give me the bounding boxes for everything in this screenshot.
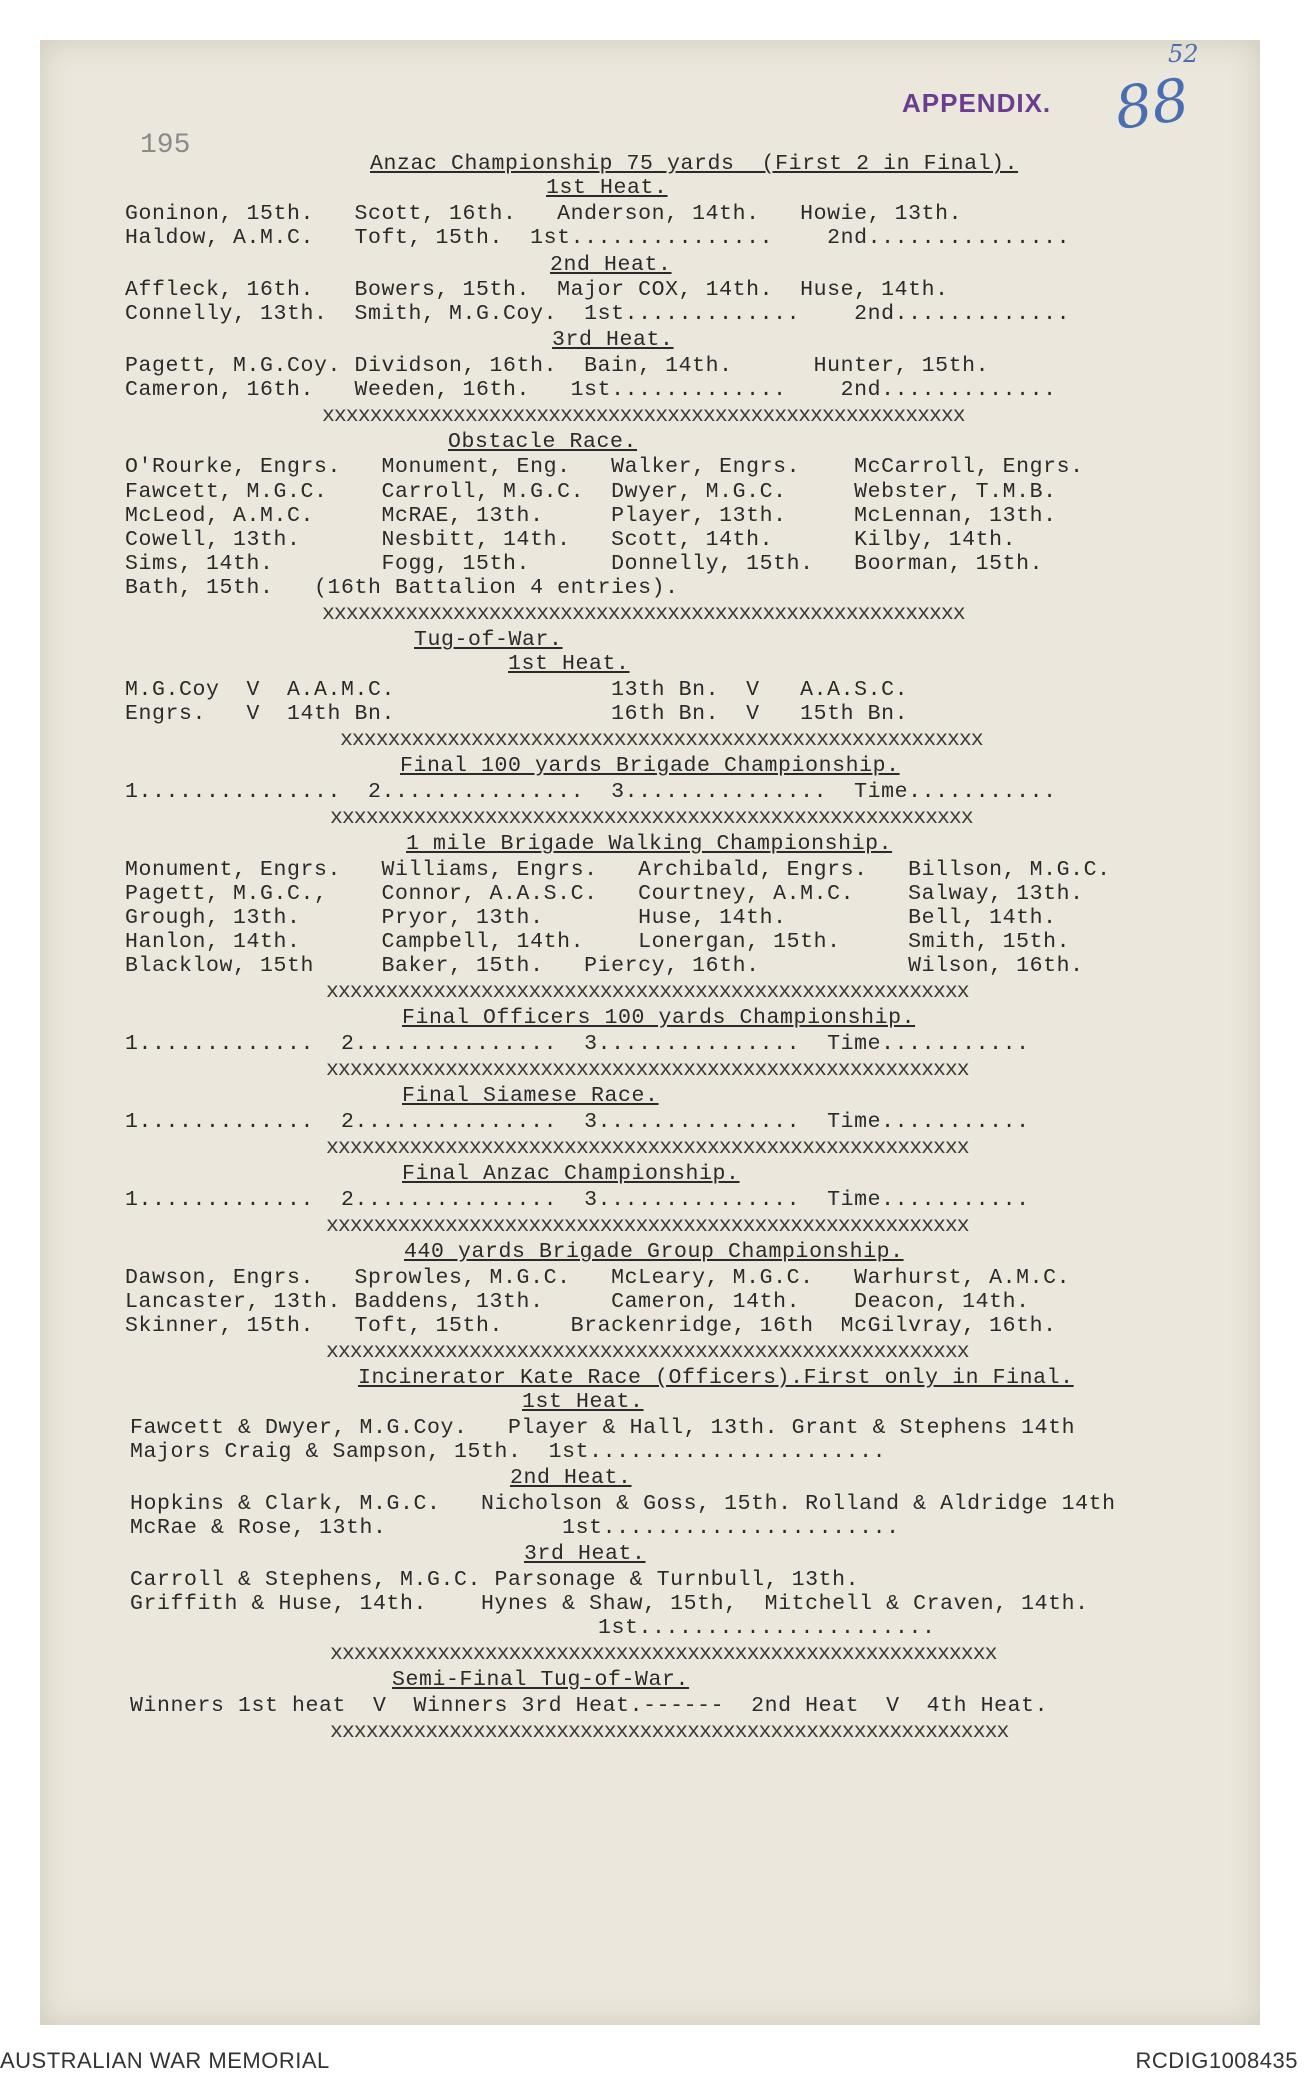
placing-line: 1............. 2............... 3............... Time...........	[125, 1110, 1030, 1134]
heading-obstacle-race: Obstacle Race.	[448, 430, 638, 454]
entry-line: Majors Craig & Sampson, 15th. 1st......................	[130, 1440, 887, 1464]
heat-heading: 1st Heat.	[546, 176, 668, 200]
footer-source-credit: AUSTRALIAN WAR MEMORIAL	[0, 2048, 330, 2073]
entry-line: Lancaster, 13th. Baddens, 13th. Cameron, 14th. Deacon, 14th.	[125, 1290, 1030, 1314]
separator-line: xxxxxxxxxxxxxxxxxxxxxxxxxxxxxxxxxxxxxxxxxxxxxxxxxxxxxxxx	[330, 1642, 997, 1666]
separator-line: xxxxxxxxxxxxxxxxxxxxxxxxxxxxxxxxxxxxxxxxxxxxxxxxxxxxxx	[326, 1058, 969, 1082]
entry-line: Winners 1st heat V Winners 3rd Heat.------ 2nd Heat V 4th Heat.	[130, 1694, 1049, 1718]
entry-line: Grough, 13th. Pryor, 13th. Huse, 14th. Bell, 14th.	[125, 906, 1057, 930]
heat-heading: 1st Heat.	[508, 652, 630, 676]
placing-line: 1............... 2............... 3............... Time...........	[125, 780, 1057, 804]
separator-line: xxxxxxxxxxxxxxxxxxxxxxxxxxxxxxxxxxxxxxxxxxxxxxxxxxxxxx	[322, 602, 965, 626]
entry-line: Hopkins & Clark, M.G.C. Nicholson & Goss, 15th. Rolland & Aldridge 14th	[130, 1492, 1116, 1516]
entry-line: Carroll & Stephens, M.G.C. Parsonage & Turnbull, 13th.	[130, 1568, 860, 1592]
entry-line: Fawcett, M.G.C. Carroll, M.G.C. Dwyer, M.G.C. Webster, T.M.B.	[125, 480, 1057, 504]
folio-small-number: 52	[1168, 40, 1199, 68]
heading-incinerator-kate: Incinerator Kate Race (Officers).First only in Final.	[358, 1366, 1074, 1390]
entry-line: Dawson, Engrs. Sprowles, M.G.C. McLeary, M.G.C. Warhurst, A.M.C.	[125, 1266, 1071, 1290]
heading-officers-100: Final Officers 100 yards Championship.	[402, 1006, 916, 1030]
heading-final-100: Final 100 yards Brigade Championship.	[400, 754, 900, 778]
entry-line: Pagett, M.G.Coy. Dividson, 16th. Bain, 14th. Hunter, 15th.	[125, 354, 990, 378]
heading-semi-final-tug: Semi-Final Tug-of-War.	[392, 1668, 690, 1692]
separator-line: xxxxxxxxxxxxxxxxxxxxxxxxxxxxxxxxxxxxxxxxxxxxxxxxxxxxxx	[326, 1340, 969, 1364]
entry-line: Griffith & Huse, 14th. Hynes & Shaw, 15th, Mitchell & Craven, 14th.	[130, 1592, 1089, 1616]
folio-number: 88	[1110, 65, 1194, 143]
heat-heading: 2nd Heat.	[550, 253, 672, 277]
separator-line: xxxxxxxxxxxxxxxxxxxxxxxxxxxxxxxxxxxxxxxxxxxxxxxxxxxxxx	[326, 1214, 969, 1238]
separator-line: xxxxxxxxxxxxxxxxxxxxxxxxxxxxxxxxxxxxxxxxxxxxxxxxxxxxxx	[340, 728, 983, 752]
entry-line: O'Rourke, Engrs. Monument, Eng. Walker, Engrs. McCarroll, Engrs.	[125, 455, 1084, 479]
heat-heading: 2nd Heat.	[510, 1466, 632, 1490]
entry-line: Engrs. V 14th Bn. 16th Bn. V 15th Bn.	[125, 702, 909, 726]
entry-line: Connelly, 13th. Smith, M.G.Coy. 1st............. 2nd.............	[125, 302, 1071, 326]
entry-line: McRae & Rose, 13th. 1st......................	[130, 1516, 900, 1540]
entry-line: Haldow, A.M.C. Toft, 15th. 1st............... 2nd...............	[125, 226, 1071, 250]
entry-line: M.G.Coy V A.A.M.C. 13th Bn. V A.A.S.C.	[125, 678, 909, 702]
heading-walking: 1 mile Brigade Walking Championship.	[406, 832, 893, 856]
page-number: 195	[140, 130, 191, 161]
separator-line: xxxxxxxxxxxxxxxxxxxxxxxxxxxxxxxxxxxxxxxxxxxxxxxxxxxxxx	[322, 404, 965, 428]
entry-line: Hanlon, 14th. Campbell, 14th. Lonergan, 15th. Smith, 15th.	[125, 930, 1071, 954]
heading-tug-of-war: Tug-of-War.	[414, 628, 563, 652]
heading-440-yards: 440 yards Brigade Group Championship.	[404, 1240, 904, 1264]
entry-line: Bath, 15th. (16th Battalion 4 entries).	[125, 576, 679, 600]
entry-line: Skinner, 15th. Toft, 15th. Brackenridge, 16th McGilvray, 16th.	[125, 1314, 1057, 1338]
heat-heading: 3rd Heat.	[524, 1542, 646, 1566]
entry-line: Affleck, 16th. Bowers, 15th. Major COX, 14th. Huse, 14th.	[125, 278, 949, 302]
entry-line: Cameron, 16th. Weeden, 16th. 1st............. 2nd.............	[125, 378, 1057, 402]
placing-line: 1............. 2............... 3............... Time...........	[125, 1188, 1030, 1212]
heading-anzac-75: Anzac Championship 75 yards (First 2 in Final).	[370, 152, 1019, 176]
heat-heading: 1st Heat.	[522, 1390, 644, 1414]
separator-line: xxxxxxxxxxxxxxxxxxxxxxxxxxxxxxxxxxxxxxxxxxxxxxxxxxxxxxxxx	[330, 1720, 1009, 1744]
placing-line: 1............. 2............... 3............... Time...........	[125, 1032, 1030, 1056]
entry-line: Blacklow, 15th Baker, 15th. Piercy, 16th. Wilson, 16th.	[125, 954, 1084, 978]
entry-line: Monument, Engrs. Williams, Engrs. Archibald, Engrs. Billson, M.G.C.	[125, 858, 1111, 882]
entry-line: Fawcett & Dwyer, M.G.Coy. Player & Hall, 13th. Grant & Stephens 14th	[130, 1416, 1076, 1440]
separator-line: xxxxxxxxxxxxxxxxxxxxxxxxxxxxxxxxxxxxxxxxxxxxxxxxxxxxxx	[326, 980, 969, 1004]
heading-siamese: Final Siamese Race.	[402, 1084, 659, 1108]
footer-record-id: RCDIG1008435	[1135, 2048, 1298, 2073]
entry-line: Goninon, 15th. Scott, 16th. Anderson, 14th. Howie, 13th.	[125, 202, 963, 226]
entry-line: Pagett, M.G.C., Connor, A.A.S.C. Courtney, A.M.C. Salway, 13th.	[125, 882, 1084, 906]
appendix-stamp: APPENDIX.	[902, 88, 1052, 118]
entry-line: McLeod, A.M.C. McRAE, 13th. Player, 13th. McLennan, 13th.	[125, 504, 1057, 528]
entry-line: Cowell, 13th. Nesbitt, 14th. Scott, 14th. Kilby, 14th.	[125, 528, 1017, 552]
placing-line: 1st......................	[598, 1616, 936, 1640]
entry-line: Sims, 14th. Fogg, 15th. Donnelly, 15th. Boorman, 15th.	[125, 552, 1044, 576]
separator-line: xxxxxxxxxxxxxxxxxxxxxxxxxxxxxxxxxxxxxxxxxxxxxxxxxxxxxx	[326, 1136, 969, 1160]
heat-heading: 3rd Heat.	[552, 328, 674, 352]
heading-final-anzac: Final Anzac Championship.	[402, 1162, 740, 1186]
separator-line: xxxxxxxxxxxxxxxxxxxxxxxxxxxxxxxxxxxxxxxxxxxxxxxxxxxxxx	[330, 806, 973, 830]
